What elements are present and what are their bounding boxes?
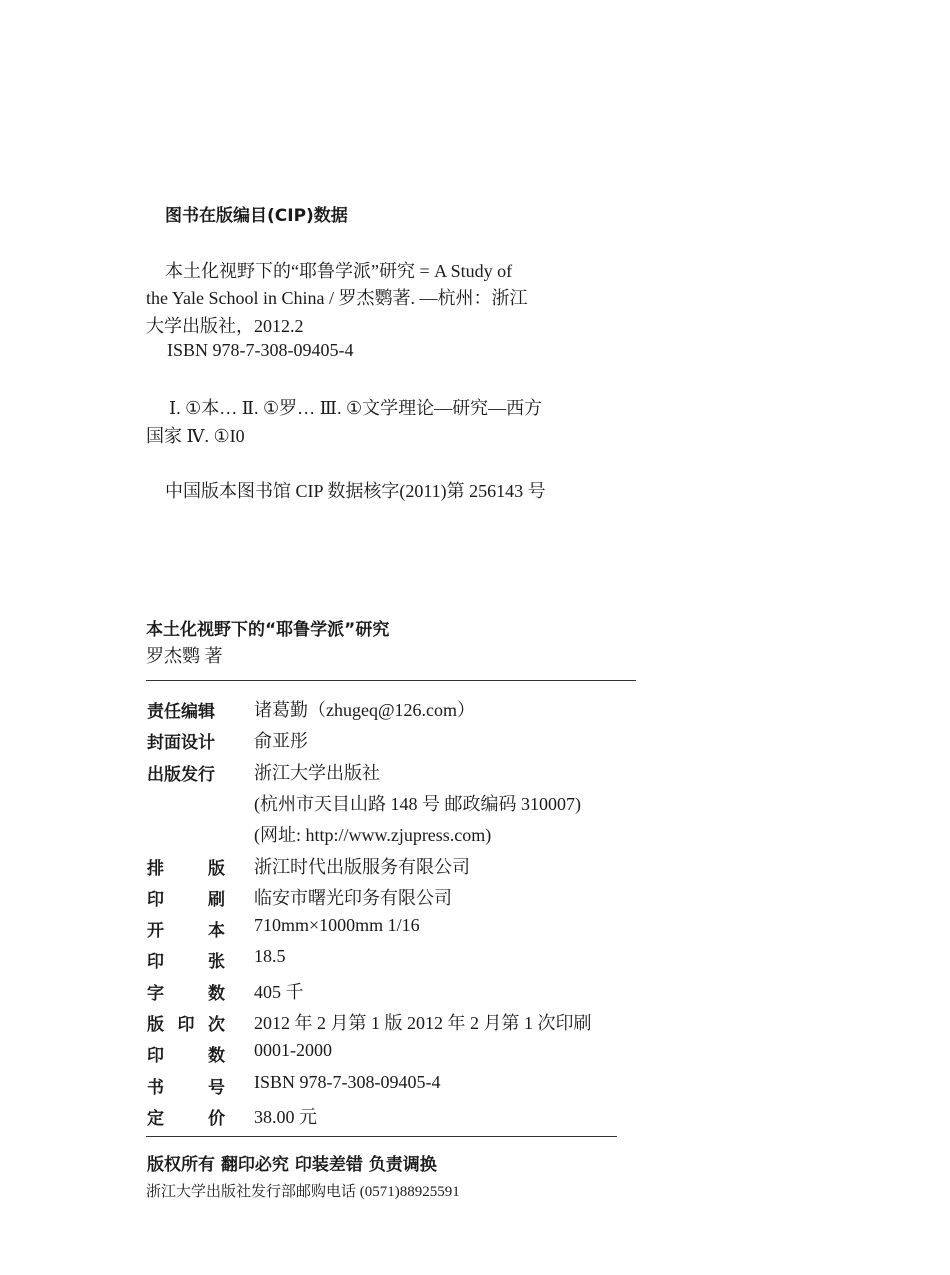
detail-label [147, 979, 225, 1004]
detail-label-part: 字 [147, 984, 164, 1004]
cip-line-3: 大学出版社，2012.2 [146, 316, 304, 336]
detail-label-part: 号 [208, 1078, 225, 1098]
detail-label [147, 697, 225, 722]
book-author: 罗杰鹦 著 [146, 646, 223, 666]
detail-value: 405 千 [254, 982, 304, 1002]
detail-value: 诸葛勤（zhugeq@126.com） [254, 700, 476, 720]
detail-label-part: 刷 [208, 890, 225, 910]
detail-value: ISBN 978-7-308-09405-4 [254, 1072, 441, 1092]
cip-classification-1: Ⅰ. ①本… Ⅱ. ①罗… Ⅲ. ①文学理论—研究—西方 [169, 398, 543, 418]
detail-label-part: 张 [208, 952, 225, 972]
book-title: 本土化视野下的“耶鲁学派”研究 [146, 620, 390, 640]
detail-label-part: 出版发行 [147, 765, 215, 785]
detail-label [147, 916, 225, 941]
rights-statement: 版权所有 翻印必究 印装差错 负责调换 [147, 1155, 437, 1175]
cip-record-number: 中国版本图书馆 CIP 数据核字(2011)第 256143 号 [165, 481, 546, 501]
detail-value: 浙江时代出版服务有限公司 [254, 857, 470, 877]
detail-label-part: 排 [147, 859, 164, 879]
detail-label-part: 责任编辑 [147, 702, 215, 722]
cip-classification-2: 国家 Ⅳ. ①I0 [146, 426, 245, 446]
detail-value: (杭州市天目山路 148 号 邮政编码 310007) [254, 794, 581, 814]
detail-label-part: 数 [208, 984, 225, 1004]
detail-label-part: 价 [208, 1109, 225, 1129]
cip-heading: 图书在版编目(CIP)数据 [165, 206, 348, 226]
detail-label [147, 947, 225, 972]
detail-label [147, 885, 225, 910]
detail-value: 俞亚彤 [254, 731, 308, 751]
detail-label-part: 印 [147, 890, 164, 910]
detail-label-part: 数 [208, 1046, 225, 1066]
detail-label [147, 1010, 225, 1035]
detail-value: 0001-2000 [254, 1040, 332, 1060]
detail-label [147, 1073, 225, 1098]
cip-line-2: the Yale School in China / 罗杰鹦著. —杭州：浙江 [146, 288, 528, 308]
detail-label-part: 版 [208, 859, 225, 879]
cip-isbn: ISBN 978-7-308-09405-4 [167, 340, 354, 360]
detail-label-part: 印 [177, 1015, 195, 1035]
detail-label-part: 次 [208, 1015, 225, 1035]
detail-label [147, 1041, 225, 1066]
detail-value: (网址: http://www.zjupress.com) [254, 825, 492, 845]
top-divider [146, 680, 636, 681]
detail-value: 710mm×1000mm 1/16 [254, 915, 420, 935]
detail-value: 浙江大学出版社 [254, 763, 380, 783]
detail-label-part: 定 [147, 1109, 164, 1129]
detail-label-part: 封面设计 [147, 733, 215, 753]
detail-label-part: 书 [147, 1078, 164, 1098]
detail-label-part: 印 [147, 1046, 164, 1066]
detail-value: 2012 年 2 月第 1 版 2012 年 2 月第 1 次印刷 [254, 1013, 592, 1033]
detail-label [147, 854, 225, 879]
detail-value: 38.00 元 [254, 1107, 317, 1127]
detail-label-part: 本 [208, 921, 225, 941]
cip-line-1: 本土化视野下的“耶鲁学派”研究 = A Study of [165, 261, 513, 281]
detail-label [147, 760, 225, 785]
detail-label-part: 版 [147, 1015, 164, 1035]
mail-order-contact: 浙江大学出版社发行部邮购电话 (0571)88925591 [146, 1184, 460, 1200]
detail-label-part: 印 [147, 952, 164, 972]
detail-label [147, 1104, 225, 1129]
detail-value: 18.5 [254, 946, 286, 966]
detail-label-part: 开 [147, 921, 164, 941]
detail-label [147, 728, 225, 753]
detail-value: 临安市曙光印务有限公司 [254, 888, 452, 908]
bottom-divider [146, 1136, 617, 1137]
